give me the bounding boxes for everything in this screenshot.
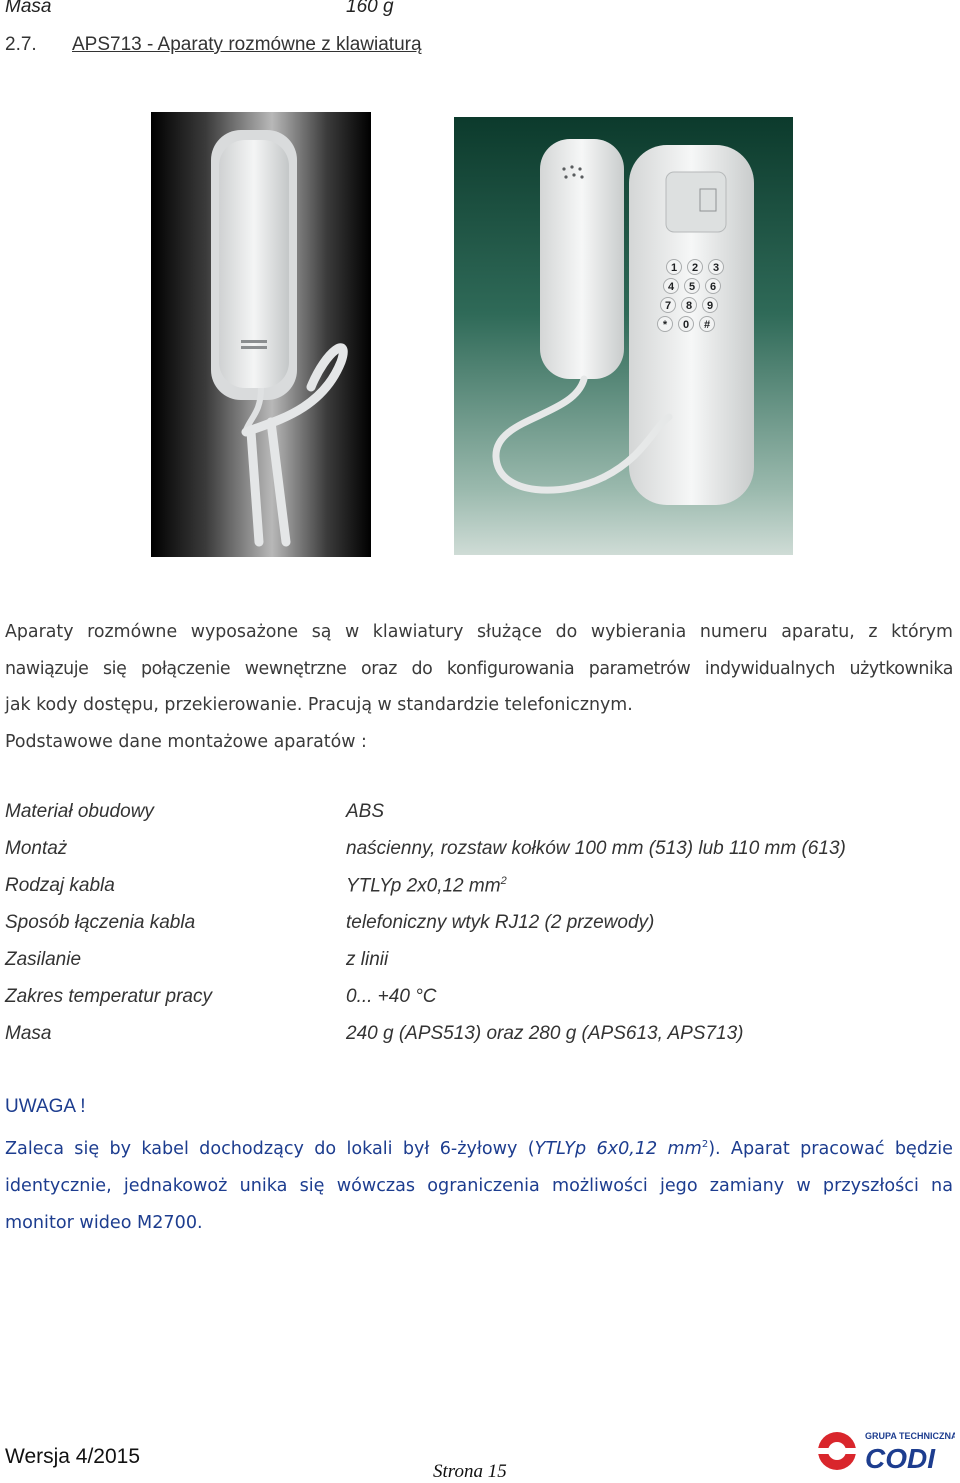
handset-photo-right <box>454 117 793 555</box>
spec-key: Sposób łączenia kabla <box>5 912 196 933</box>
spec-row <box>5 1023 955 1060</box>
logo-tagline: GRUPA TECHNICZNA <box>865 1431 955 1441</box>
warning-line: identycznie, jednakowoż unika się wówczas ograniczenia możliwości jego zamiany w przyszłości na <box>5 1175 953 1196</box>
company-logo <box>815 1426 955 1476</box>
spec-key: Rodzaj kabla <box>5 875 115 896</box>
handset-right-drawing <box>454 117 793 555</box>
logo-wordmark: CODI <box>865 1443 935 1474</box>
spec-value: ABS <box>346 801 385 822</box>
spec-row <box>5 875 955 912</box>
prev-spec-value: 160 g <box>346 0 394 17</box>
spec-value: z linii <box>346 949 389 970</box>
section-heading <box>5 34 422 56</box>
warning-text <box>5 1126 953 1242</box>
description <box>5 614 953 760</box>
specs-intro: Podstawowe dane montażowe aparatów : <box>5 731 367 752</box>
spec-key: Materiał obudowy <box>5 801 154 822</box>
keypad-key-label: 9 <box>706 300 714 312</box>
spec-value: naścienny, rozstaw kołków 100 mm (513) lub 110 mm (613) <box>346 838 846 859</box>
keypad-key-label: 5 <box>688 281 696 293</box>
spec-value: YTLYp 2x0,12 $mm^2$ <box>346 875 507 897</box>
spec-key: Montaż <box>5 838 68 859</box>
document-version: Wersja 4/2015 <box>5 1445 141 1468</box>
warning-line: Zaleca się by kabel dochodzący do lokali był 6-żyłowy (YTLYp 6x0,12 $mm^2$). Aparat pracować będzie <box>5 1138 953 1159</box>
spec-row <box>5 838 955 875</box>
warning-title: UWAGA ! <box>5 1096 86 1117</box>
description-line: nawiązuje się połączenie wewnętrzne oraz do konfigurowania parametrów indywidualnych użytkownika <box>5 658 953 679</box>
keypad-key-label: # <box>703 319 711 331</box>
prev-spec-key: Masa <box>5 0 52 17</box>
spec-key: Masa <box>5 1023 52 1044</box>
keypad-key-label: 2 <box>691 262 699 274</box>
spec-row <box>5 986 955 1023</box>
keypad-key-label: 4 <box>667 281 675 293</box>
keypad-key-label: 3 <box>712 262 720 274</box>
section-number: 2.7. <box>5 34 37 55</box>
keypad-key-label: 1 <box>670 262 678 274</box>
spec-value: 0... +40 °C <box>346 986 437 1007</box>
keypad-key-label: 6 <box>709 281 717 293</box>
spec-value: telefoniczny wtyk RJ12 (2 przewody) <box>346 912 655 933</box>
spec-row <box>5 949 955 986</box>
spec-row <box>5 912 955 949</box>
keypad-key-label: 8 <box>685 300 693 312</box>
spec-row <box>5 801 955 838</box>
spec-key: Zakres temperatur pracy <box>5 986 212 1007</box>
keypad-key-label: * <box>662 319 668 331</box>
handset-photo-left <box>151 112 371 557</box>
handset-left-drawing <box>151 112 371 557</box>
section-title: APS713 - Aparaty rozmówne z klawiaturą <box>72 34 422 55</box>
description-line: jak kody dostępu, przekierowanie. Pracują w standardzie telefonicznym. <box>5 695 633 715</box>
keypad-key-label: 0 <box>682 319 690 331</box>
page-number: Strona 15 <box>433 1461 507 1482</box>
warning-line: monitor wideo M2700. <box>5 1212 203 1233</box>
description-line: Aparaty rozmówne wyposażone są w klawiatury służące do wybierania numeru aparatu, z którym <box>5 622 953 642</box>
spec-value: 240 g (APS513) oraz 280 g (APS613, APS713) <box>346 1023 744 1044</box>
spec-key: Zasilanie <box>5 949 82 970</box>
keypad-key-label: 7 <box>664 300 672 312</box>
